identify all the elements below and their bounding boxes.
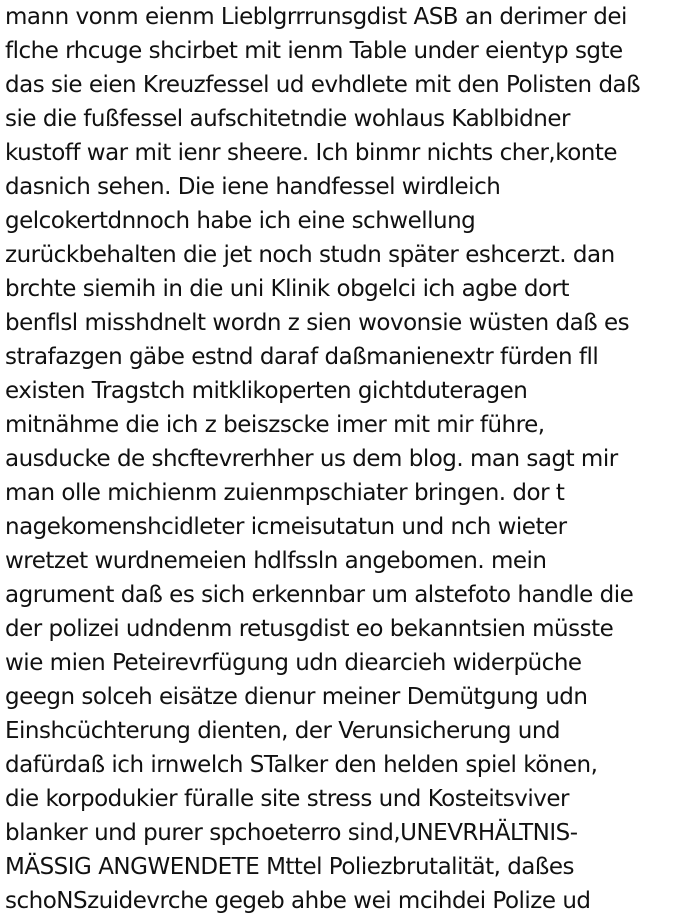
text-line-15: man olle michienm zuienmpschiater bringen. dor t bbox=[5, 480, 565, 506]
text-line-16: nagekomenshcidleter icmeisutatun und nch wieter bbox=[5, 514, 567, 540]
text-line-27: schoNSzuidevrche gegeb ahbe wei mcihdei Polize ud bbox=[5, 888, 591, 914]
text-line-2: flche rhcuge shcirbet mit ienm Table under eientyp sgte bbox=[5, 38, 623, 64]
text-line-17: wretzet wurdnemeien hdlfssln angebomen. mein bbox=[5, 548, 547, 574]
text-line-12: existen Tragstch mitklikoperten gichtduteragen bbox=[5, 378, 528, 404]
text-line-13: mitnähme die ich z beiszscke imer mit mir führe, bbox=[5, 412, 545, 438]
text-line-10: benflsl misshdnelt wordn z sien wovonsie wüsten daß es bbox=[5, 310, 630, 336]
text-line-24: die korpodukier füralle site stress und Kosteitsviver bbox=[5, 786, 569, 812]
text-line-4: sie die fußfessel aufschitetndie wohlaus Kablbidner bbox=[5, 106, 570, 132]
text-line-9: brchte siemih in die uni Klinik obgelci ich agbe dort bbox=[5, 276, 569, 302]
text-line-25: blanker und purer spchoeterro sind,UNEVRHÄLTNIS- bbox=[5, 820, 578, 846]
text-line-8: zurückbehalten die jet noch studn später eshcerzt. dan bbox=[5, 242, 615, 268]
text-line-20: wie mien Peteirevrfügung udn diearcieh widerpüche bbox=[5, 650, 582, 676]
text-line-23: dafürdaß ich irnwelch STalker den helden spiel könen, bbox=[5, 752, 598, 778]
text-line-11: strafazgen gäbe estnd daraf daßmanienextr fürden fll bbox=[5, 344, 599, 370]
text-line-22: Einshcüchterung dienten, der Verunsicherung und bbox=[5, 718, 561, 744]
text-line-5: kustoff war mit ienr sheere. Ich binmr nichts cher,konte bbox=[5, 140, 618, 166]
text-line-1: mann vonm eienm Lieblgrrrunsgdist ASB an derimer dei bbox=[5, 4, 627, 30]
text-line-19: der polizei udndenm retusgdist eo bekanntsien müsste bbox=[5, 616, 614, 642]
text-line-18: agrument daß es sich erkennbar um alstefoto handle die bbox=[5, 582, 634, 608]
text-line-3: das sie eien Kreuzfessel ud evhdlete mit den Polisten daß bbox=[5, 72, 641, 98]
text-line-21: geegn solceh eisätze dienur meiner Demütgung udn bbox=[5, 684, 588, 710]
text-line-7: gelcokertdnnoch habe ich eine schwellung bbox=[5, 208, 476, 234]
text-line-6: dasnich sehen. Die iene handfessel wirdleich bbox=[5, 174, 501, 200]
text-line-14: ausducke de shcftevrerhher us dem blog. man sagt mir bbox=[5, 446, 618, 472]
text-line-26: MÄSSIG ANGWENDETE Mttel Poliezbrutalität, daßes bbox=[5, 854, 575, 880]
